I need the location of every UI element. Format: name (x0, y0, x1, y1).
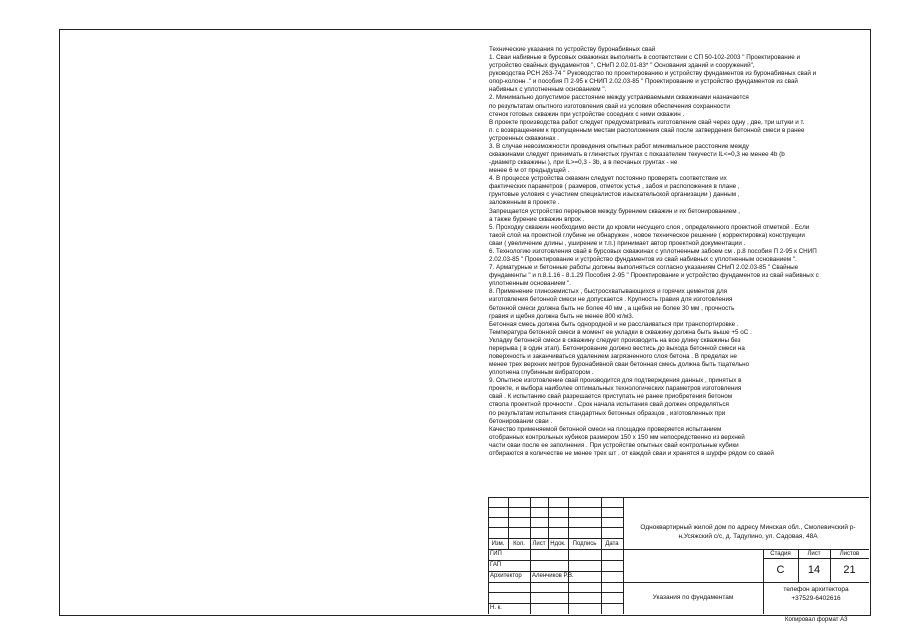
note-line: стенок готовых скважин при устройстве соседних с ними скважин . (489, 110, 685, 118)
note-line: опор-колонн ." и пособия П 2-95 к СНИП 2.02.03-85 " Проектирование и устройство фундаментов из свай (489, 78, 798, 86)
header-list: Лист (532, 540, 546, 547)
note-line: проекте, и выбора наиболее оптимальных технологических параметров изготовления (489, 385, 742, 393)
note-line: фундаменты " и п.8.1.16 - 8.1.29 Пособия 2-95 " Проектирование и устройство фундаментов из свай набивных с (489, 272, 819, 280)
note-line: поверхность и заканчиваться удалением загрязненного слоя бетона . В пределах не (489, 352, 738, 360)
format-label: Копировал формат А3 (785, 617, 848, 623)
note-line: бетонировании сваи . (489, 417, 553, 425)
note-line: 4. В процессе устройства скважин следует постоянно проверять соответствие их (489, 175, 727, 183)
role-architect: Архитектор (490, 573, 522, 579)
note-line: 7. Арматурные и бетонные работы должны выполняться согласно указаниям СНиП 2.02.03-85 " Свайные (489, 264, 799, 272)
note-line: по результатам опытного изготовления свай из условия обеспечения сохранности (489, 102, 730, 110)
note-line: перерыва ( в один этап). Бетонирование должно вестись до выхода бетонной смеси на (489, 344, 745, 352)
note-line: Запрещается устройство перерывов между бурением скважин и их бетонированием , (489, 207, 741, 215)
note-line: Бетонная смесь должна быть однородной и не расслаиваться при транспортировке . (489, 320, 739, 328)
note-line: 1. Сваи набивные в бурсовых скважинах выполнить в соответствии с СП 50-102-2003 " Проектирование и (489, 54, 801, 62)
note-line: руководства РСН 263-74 " Руководство по проектированию и устройству фундаментов из буронабивных свай и (489, 70, 817, 78)
note-line: устроенных скважинах . (489, 134, 560, 142)
phone-label: телефон архитектора (783, 586, 849, 593)
note-line: Качество применяемой бетонной смеси на площадке проверяется испытанием (489, 425, 722, 433)
note-line: 2.02.03-85 " Проектирование и устройство фундаментов из свай набивных с уплотненным основанием ". (489, 256, 797, 264)
note-line: свай . К испытанию свай разрешается приступать не ранее приобретения бетоном (489, 393, 733, 401)
note-line: по результатам испытания стандартных бетонных образцов , изготовленных при (489, 409, 726, 417)
architect-name: Аленчиков Р.В. (532, 573, 574, 579)
note-line: набивных с уплотненным основанием ". (489, 86, 607, 94)
note-line: изготовления бетонной смеси не допускается . Крупность гравия для изготовления (489, 296, 733, 304)
note-line: 2. Минимально допустимое расстояние между устраиваемыми скважинами назначается (489, 94, 749, 102)
note-line: части сваи после ее заполнения . При устройстве опытных свай контрольные кубики (489, 441, 739, 449)
header-podpis: Подпись (572, 540, 597, 547)
stage-value: С (776, 563, 785, 576)
note-line: Укладку бетонной смеси в скважину следует производить на всю длину скважины без (489, 336, 741, 344)
note-line: менее трех верхних метров буронабивной сваи бетонная смесь должна быть тщательно (489, 361, 750, 369)
note-line: фактических параметров ( размеров, отметок устья , забоя и расположения в плане , (489, 183, 740, 191)
header-ndok: Ндок. (550, 540, 566, 547)
note-line: такой слой на проектной глубине не обнаружен , новое техническое решение ( корректировка) конструкции (489, 231, 805, 239)
note-line: 3. В случае невозможности проведения опытных работ минимальное расстояние между (489, 142, 749, 150)
role-gap: ГАП (490, 562, 502, 568)
note-line: п. с возвращением к пропущенным местам расположения свай после затвердения бетонной смеси в ранее (489, 126, 805, 134)
note-line: бетонной смеси должна быть не более 40 мм , а щебня не более 30 мм , прочность (489, 304, 735, 312)
note-line: скважинами следует принимать в глинистых грунтах с показателем текучести IL<=0,3 не менее 4b (b (489, 151, 785, 159)
note-line: 8. Применение глиноземистых , быстросхватывающихся и горячих цементов для (489, 288, 728, 296)
role-gip: ГИП (490, 551, 502, 557)
note-line: В проекте производства работ следует предусматривать изготовление свай через одну , две, три штуки и т. (489, 118, 805, 126)
header-kol: Кол. (513, 540, 525, 547)
note-line: устройство свайных фундаментов ", СНиП 2.02.01-83* " Основания зданий и сооружений", (489, 62, 755, 70)
note-line: 9. Опытное изготовление свай производится для подтверждения данных , принятых в (489, 377, 742, 385)
note-line: Технические указания по устройству буронабивных свай (489, 46, 656, 53)
header-izm: Изм. (491, 540, 505, 547)
sheet-value: 14 (807, 563, 821, 576)
sheet-label: Лист (807, 550, 821, 557)
note-line: сваи ( увеличение длины , уширение и т.п.) принимает автор проектной документации . (489, 239, 746, 247)
note-line: уплотнена глубинным вибратором . (489, 369, 594, 377)
sheets-value: 21 (843, 563, 856, 576)
sheets-label: Листов (839, 550, 860, 557)
technical-notes (489, 46, 874, 458)
note-line: гравия и щебня должна быть не менее 800 кг/м3. (489, 312, 634, 320)
note-line: менее 6 м от предыдущей . (489, 167, 570, 175)
sheet-title: Указания по фундаментам (652, 593, 734, 601)
header-data: Дата (605, 540, 619, 547)
note-line: 6. Технологию изготовления свай в бурсовых скважинах с уплотненным забоем см . р.8 пособия П 2-95 к СНИП (489, 247, 817, 255)
note-line: отобранных контрольных кубиков размером 150 х 150 мм непосредственно из верхней (489, 433, 745, 441)
project-title: Одноквартирный жилой дом по адресу Минская обл., Смолевичский р-н,Усяжский с/с, д. Тадулино, ул. Садовая, 48А (640, 524, 856, 540)
note-line: уплотненным основанием ". (489, 280, 572, 288)
note-line: -диаметр скважины ), при IL>=0,3 - 3b, а в песчаных грунтах - не (489, 159, 678, 167)
note-line: а также бурение скважин впрок . (489, 215, 585, 223)
note-line: отбираются в количестве не менее трех шт . от каждой сваи и хранятся в шурфе рядом со сваей (489, 449, 774, 457)
role-nk: Н. к. (490, 605, 502, 611)
phone-value: +37529-6402616 (791, 595, 841, 602)
note-line: грунтовые условия с участием специалистов изыскательской организации ) данным , (489, 191, 740, 199)
note-line: заложенным в проекте . (489, 199, 560, 207)
note-line: Температура бетонной смеси в момент ее укладки в скважину должна быть выше +5 оС . (489, 328, 752, 336)
note-line: ствола проектной прочности . Срок начала испытания свай должен определяться (489, 401, 729, 409)
note-line: 5. Проходку скважин необходимо вести до кровли несущего слоя , определенного проектной отметкой . Если (489, 223, 810, 231)
stage-label: Стадия (770, 550, 791, 557)
title-block (488, 497, 869, 614)
